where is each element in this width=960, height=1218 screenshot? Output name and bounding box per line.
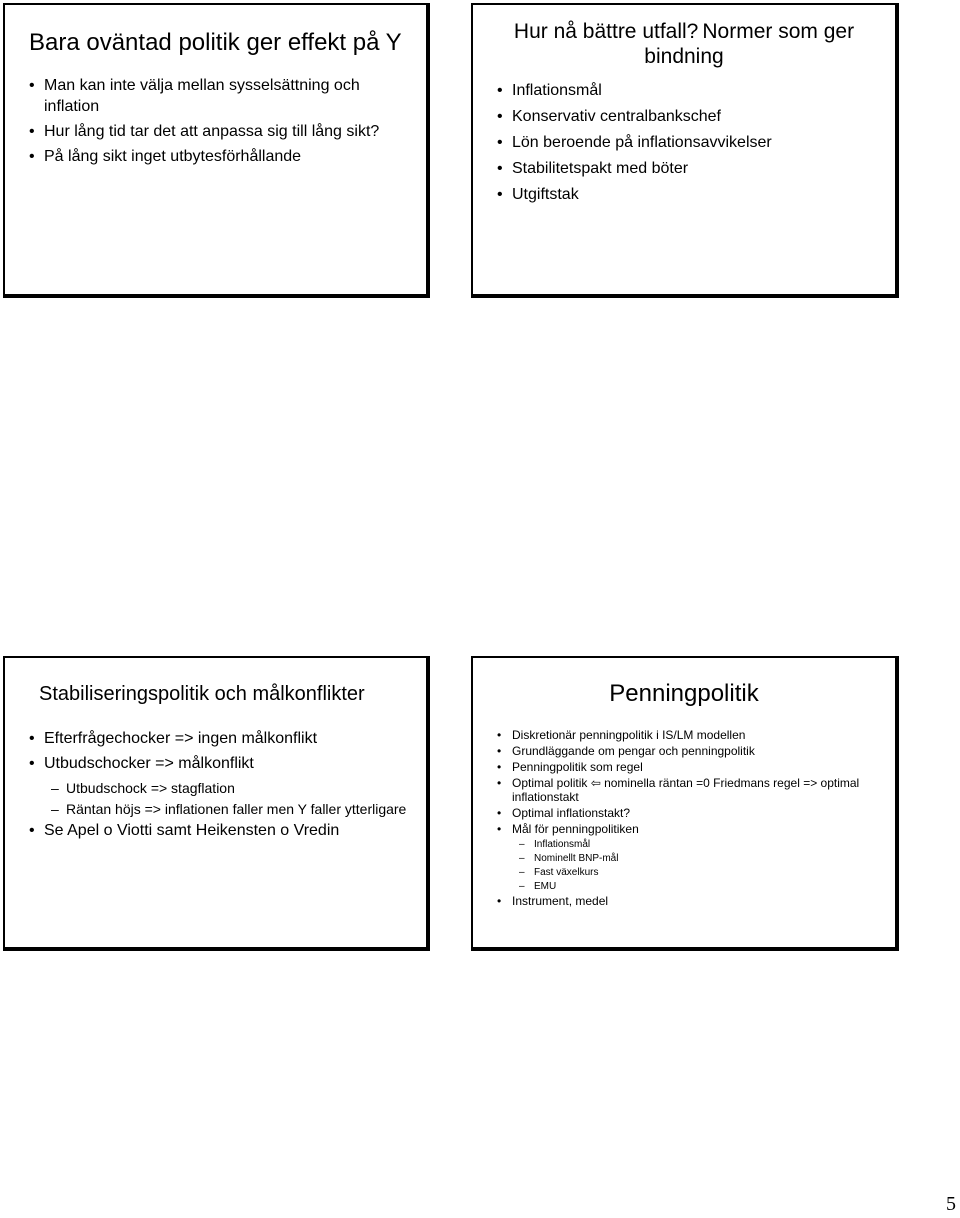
bullet-item: • Man kan inte välja mellan sysselsättning och inflation xyxy=(29,75,399,117)
bullet-list xyxy=(29,75,399,171)
bullet-list xyxy=(29,729,409,846)
bullet-list xyxy=(497,728,882,910)
sub-bullet-item: – Inflationsmål xyxy=(519,838,882,851)
sub-bullet-item: – EMU xyxy=(519,880,882,893)
slide-title xyxy=(473,19,895,69)
slide-title: Stabiliseringspolitik och målkonflikter xyxy=(39,683,365,705)
bullet-item: • Utbudschocker => målkonflikt xyxy=(29,754,409,774)
bullet-item: • Utgiftstak xyxy=(497,185,877,205)
bullet-item: • Grundläggande om pengar och penningpolitik xyxy=(497,744,882,758)
bullet-item: • Optimal politik ⇦ nominella räntan =0 Friedmans regel => optimal inflationstakt xyxy=(497,776,882,804)
bullet-item: • Optimal inflationstakt? xyxy=(497,806,882,820)
bullet-item: • Lön beroende på inflationsavvikelser xyxy=(497,133,877,153)
bullet-item: • Efterfrågechocker => ingen målkonflikt xyxy=(29,729,409,749)
slide-3 xyxy=(3,656,430,951)
slide-1 xyxy=(3,3,430,298)
sub-bullet-item: – Utbudschock => stagflation xyxy=(51,779,409,797)
slide-title: Penningpolitik xyxy=(609,680,759,707)
bullet-item: • Diskretionär penningpolitik i IS/LM modellen xyxy=(497,728,882,742)
bullet-item: • Mål för penningpolitiken xyxy=(497,822,882,836)
bullet-item: • Instrument, medel xyxy=(497,894,882,908)
bullet-item: • Se Apel o Viotti samt Heikensten o Vredin xyxy=(29,821,409,841)
page-number: 5 xyxy=(946,1193,956,1215)
slide-title-part-2: Normer som ger bindning xyxy=(644,20,855,68)
bullet-item: • På lång sikt inget utbytesförhållande xyxy=(29,146,399,167)
slide-2 xyxy=(471,3,899,298)
bullet-item: • Konservativ centralbankschef xyxy=(497,107,877,127)
sub-bullet-item: – Fast växelkurs xyxy=(519,866,882,879)
bullet-list xyxy=(497,81,877,211)
bullet-item: • Hur lång tid tar det att anpassa sig till lång sikt? xyxy=(29,121,399,142)
bullet-item: • Inflationsmål xyxy=(497,81,877,101)
slide-title: Bara oväntad politik ger effekt på Y xyxy=(29,29,402,56)
bullet-item: • Stabilitetspakt med böter xyxy=(497,159,877,179)
sub-bullet-item: – Räntan höjs => inflationen faller men Y faller ytterligare xyxy=(51,800,409,818)
sub-bullet-item: – Nominellt BNP-mål xyxy=(519,852,882,865)
bullet-item: • Penningpolitik som regel xyxy=(497,760,882,774)
slide-title-part-1: Hur nå bättre utfall? xyxy=(513,20,699,43)
slide-4 xyxy=(471,656,899,951)
